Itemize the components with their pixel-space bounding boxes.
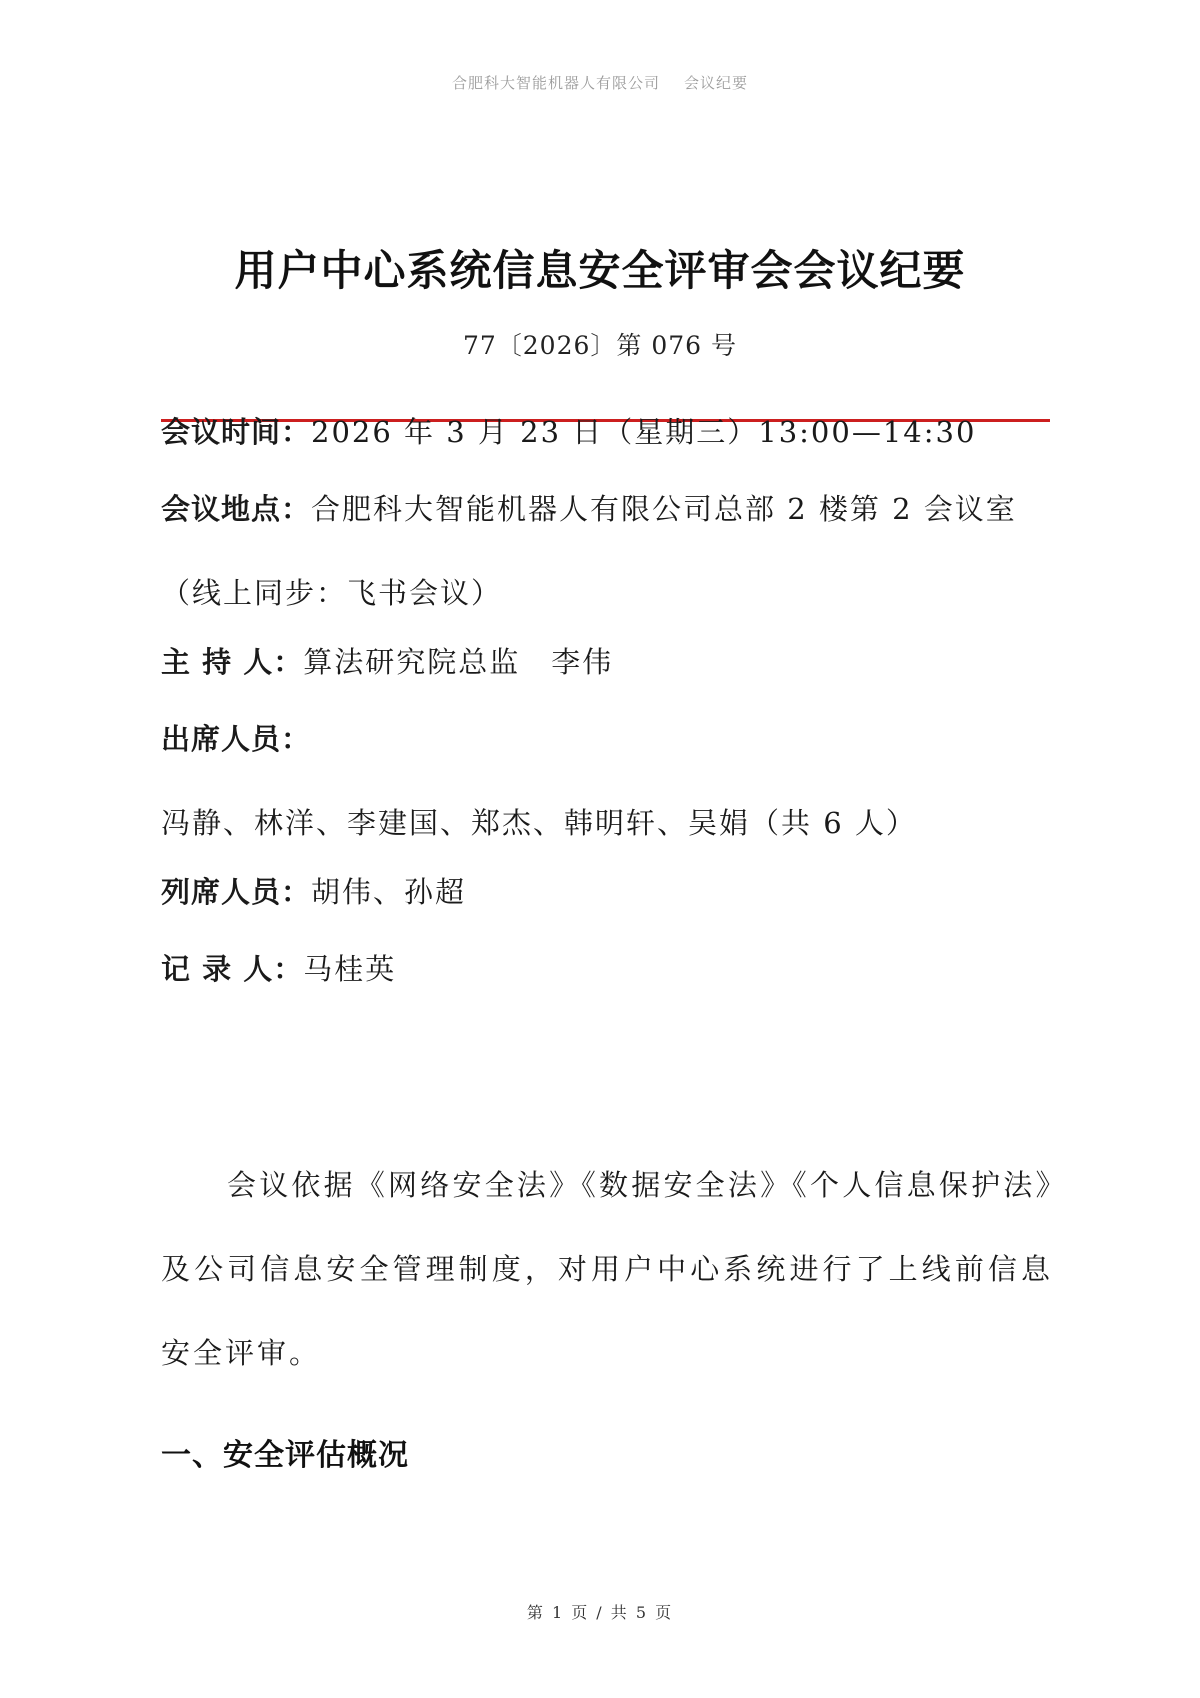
document-title: 用户中心系统信息安全评审会会议纪要: [234, 246, 966, 295]
field-observers-label: 列席人员：: [161, 875, 312, 909]
field-host-label: 主 持 人：: [161, 645, 304, 679]
field-recorder-value: 马桂英: [303, 952, 397, 986]
field-recorder: [161, 927, 1053, 1011]
field-host: [161, 620, 1053, 704]
header-company: 合肥科大智能机器人有限公司: [451, 74, 660, 92]
field-time-label: 会议时间：: [161, 415, 312, 449]
document-number: 77〔2026〕第 076 号: [462, 331, 738, 360]
running-header: [0, 72, 1200, 93]
page-footer: 第 1 页 / 共 5 页: [526, 1603, 674, 1622]
field-location-value: 合肥科大智能机器人有限公司总部 2 楼第 2 会议室（线上同步：飞书会议）: [161, 492, 1017, 610]
field-time: [161, 390, 1053, 474]
field-observers: [161, 850, 1053, 934]
field-recorder-label: 记 录 人：: [161, 952, 304, 986]
field-host-value: 算法研究院总监 李伟: [303, 645, 614, 679]
section-heading: 一、安全评估概况: [161, 1438, 409, 1473]
field-location-label: 会议地点：: [161, 492, 312, 526]
field-location: [161, 467, 1053, 635]
field-time-value: 2026 年 3 月 23 日（星期三）13:00—14:30: [311, 415, 977, 449]
intro-paragraph: 会议依据《网络安全法》《数据安全法》《个人信息保护法》及公司信息安全管理制度，对用户中心系统进行了上线前信息安全评审。: [161, 1168, 1053, 1370]
field-attendees: [161, 697, 1053, 865]
field-observers-value: 胡伟、孙超: [311, 875, 467, 909]
header-doc-type: 会议纪要: [684, 74, 749, 92]
field-attendees-label: 出席人员：: [161, 722, 312, 756]
field-attendees-value: 冯静、林洋、李建国、郑杰、韩明轩、吴娟（共 6 人）: [161, 806, 917, 840]
